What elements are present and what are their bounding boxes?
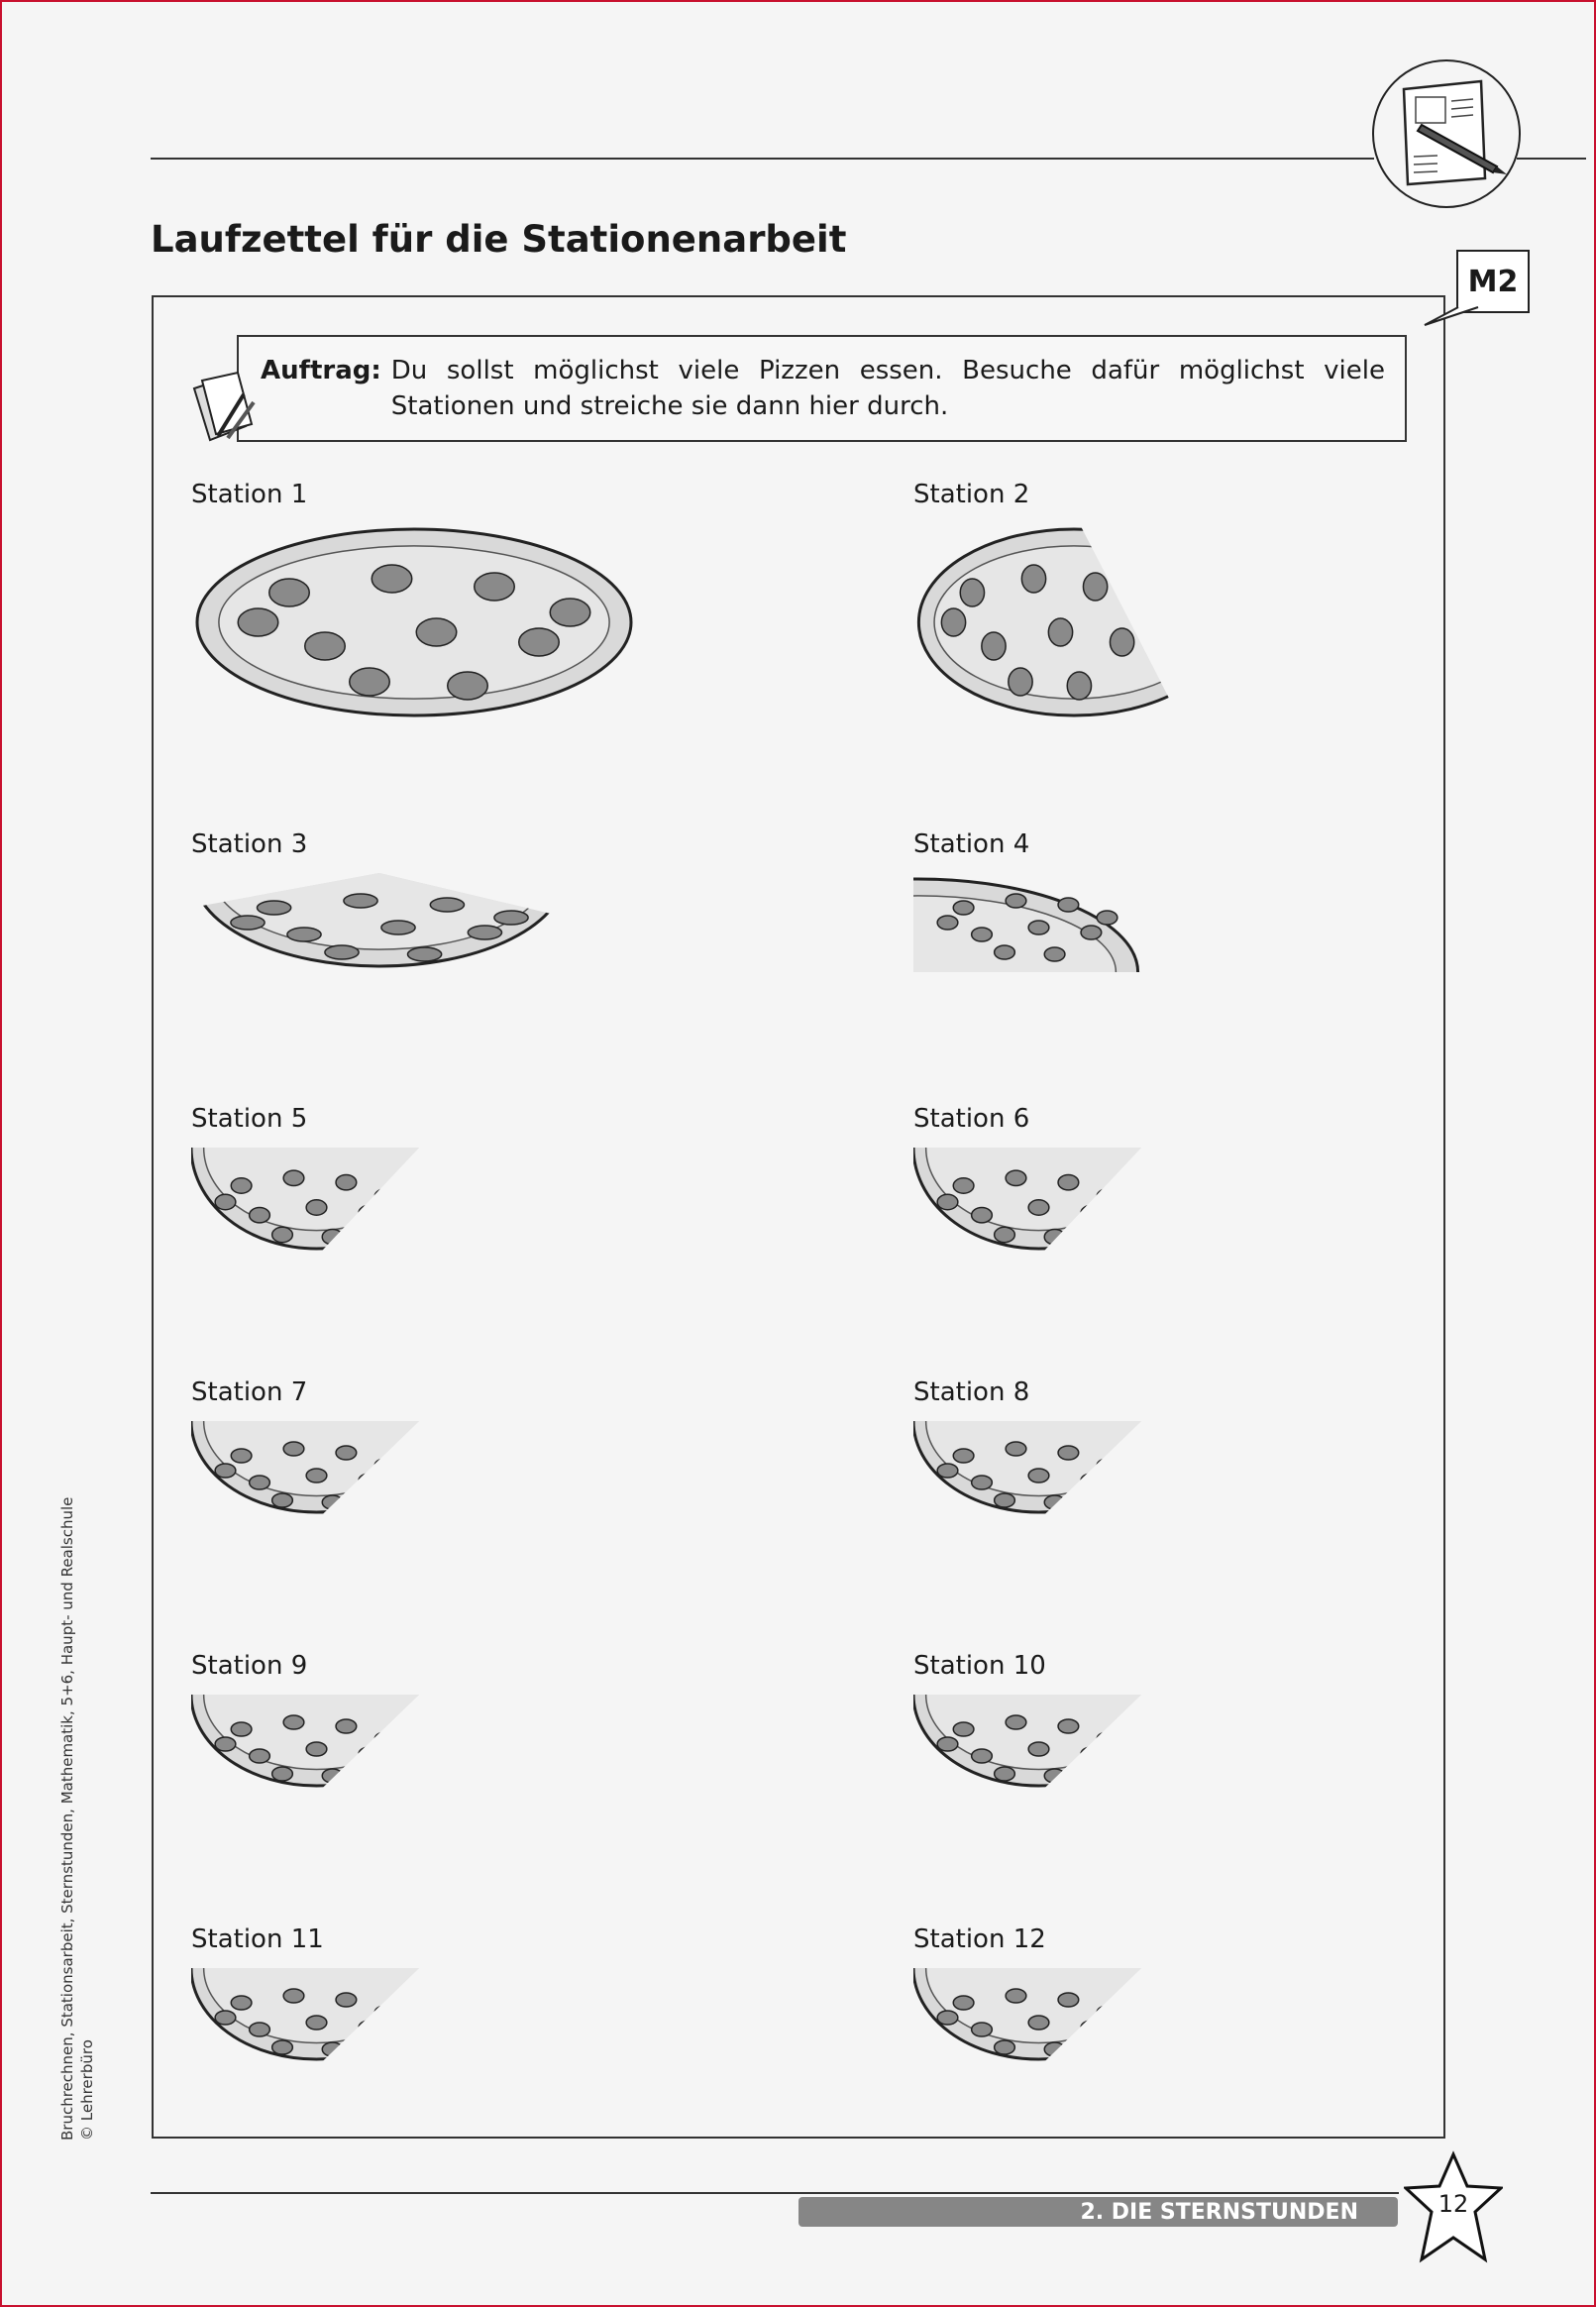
copyright-line: © Lehrerbüro <box>78 2039 96 2141</box>
pizza-piece-icon <box>191 1421 419 1520</box>
station-label: Station 9 <box>191 1651 308 1681</box>
station-label: Station 2 <box>913 480 1030 509</box>
station-label: Station 4 <box>913 829 1030 859</box>
task-box <box>237 335 1407 442</box>
station-label: Station 10 <box>913 1651 1046 1681</box>
chapter-bar: 2. DIE STERNSTUNDEN <box>798 2197 1398 2227</box>
station-label: Station 3 <box>191 829 308 859</box>
page-number-star <box>1404 2150 1503 2264</box>
header-rule-left <box>151 158 1374 160</box>
station-label: Station 11 <box>191 1924 324 1954</box>
page-number: 12 <box>1437 2190 1469 2218</box>
pizza-piece-icon <box>913 523 1181 721</box>
station-label: Station 7 <box>191 1377 308 1407</box>
source-line: Bruchrechnen, Stationsarbeit, Sternstunden, Mathematik, 5+6, Haupt- und Realschule <box>58 1496 76 2141</box>
station-label: Station 6 <box>913 1104 1030 1134</box>
pizza-piece-icon <box>191 1695 419 1794</box>
station-label: Station 8 <box>913 1377 1030 1407</box>
material-badge: M2 <box>1456 250 1530 313</box>
station-label: Station 5 <box>191 1104 308 1134</box>
footer-rule <box>151 2192 1399 2194</box>
worksheet-pen-icon <box>1372 59 1521 208</box>
pizza-piece-icon <box>191 523 637 721</box>
pizza-piece-icon <box>191 1148 419 1257</box>
pizza-piece-icon <box>913 1695 1141 1794</box>
header-rule-right <box>1517 158 1586 160</box>
pizza-piece-icon <box>913 873 1141 972</box>
badge-pointer-icon <box>1423 305 1482 327</box>
pizza-piece-icon <box>913 1148 1141 1257</box>
papers-pencil-icon <box>190 367 267 452</box>
pizza-piece-icon <box>191 873 568 972</box>
pizza-piece-icon <box>913 1968 1141 2067</box>
pizza-piece-icon <box>913 1421 1141 1520</box>
task-label: Auftrag: <box>261 356 381 385</box>
station-label: Station 1 <box>191 480 308 509</box>
station-label: Station 12 <box>913 1924 1046 1954</box>
source-note <box>57 1497 97 2141</box>
task-text: Du sollst möglichst viele Pizzen essen. Besuche dafür möglichst viele Stationen und streiche sie dann hier durch. <box>390 356 1385 421</box>
page-title: Laufzettel für die Stationenarbeit <box>151 218 847 261</box>
pizza-piece-icon <box>191 1968 419 2067</box>
